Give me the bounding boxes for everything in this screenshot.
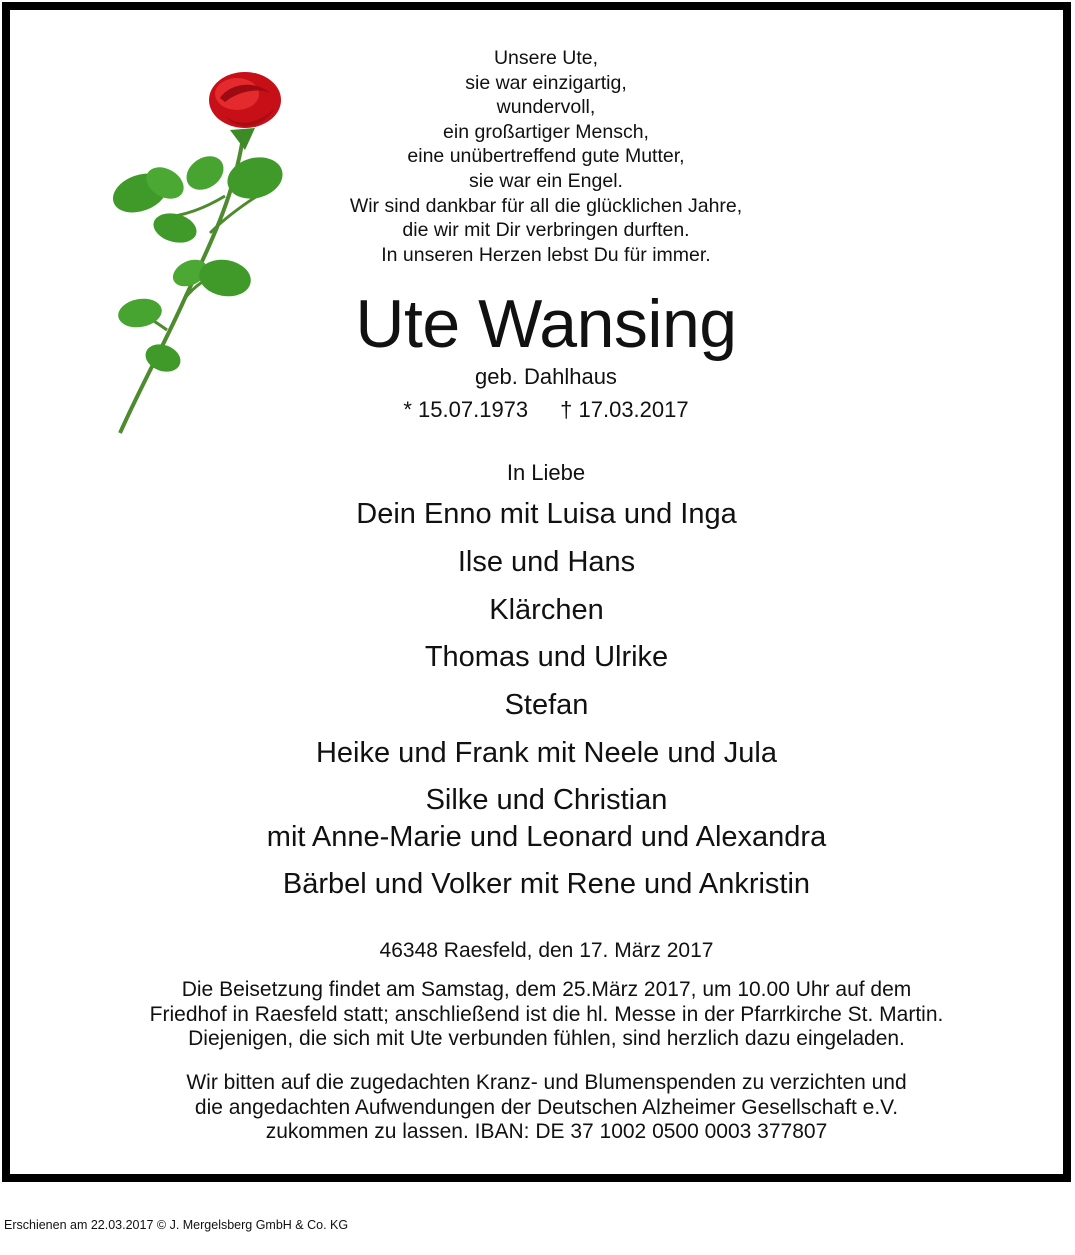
- mourner-line: Bärbel und Volker mit Rene und Ankristin: [282, 868, 811, 900]
- poem-line: Unsere Ute,: [493, 47, 599, 69]
- obituary-notice: [2, 2, 1071, 1182]
- mourner-line: Stefan: [504, 689, 589, 721]
- poem-line: sie war ein Engel.: [469, 169, 623, 192]
- funeral-info-line: Die Beisetzung findet am Samstag, dem 25.März 2017, um 10.00 Uhr auf dem: [181, 978, 912, 1001]
- life-dates: [246, 396, 846, 424]
- funeral-info-line: Diejenigen, die sich mit Ute verbunden fühlen, sind herzlich dazu eingeladen.: [188, 1027, 905, 1050]
- birth-date: * 15.07.1973: [403, 397, 529, 422]
- mourner-line: mit Anne-Marie und Leonard und Alexandra: [266, 821, 827, 853]
- mourner-line: Silke und Christian: [425, 784, 668, 816]
- poem-line: eine unübertreffend gute Mutter,: [407, 145, 685, 168]
- donation-info-line: die angedachten Aufwendungen der Deutschen Alzheimer Gesellschaft e.V.: [194, 1096, 899, 1119]
- poem-line: die wir mit Dir verbringen durften.: [402, 219, 690, 242]
- mourner-line: Heike und Frank mit Neele und Jula: [315, 737, 777, 769]
- poem-line: sie war einzigartig,: [465, 71, 627, 94]
- birth-name: geb. Dahlhaus: [475, 364, 617, 389]
- donation-info-line: Wir bitten auf die zugedachten Kranz- und Blumenspenden zu verzichten und: [186, 1071, 907, 1094]
- publication-footer: Erschienen am 22.03.2017 © J. Mergelsberg GmbH & Co. KG: [4, 1218, 349, 1232]
- death-date: † 17.03.2017: [560, 397, 689, 422]
- place-date: 46348 Raesfeld, den 17. März 2017: [379, 939, 714, 962]
- mourner-line: Ilse und Hans: [457, 546, 636, 578]
- poem-line: In unseren Herzen lebst Du für immer.: [381, 243, 711, 266]
- memorial-poem: [246, 46, 846, 267]
- mourner-line: Thomas und Ulrike: [424, 641, 669, 673]
- deceased-name: Ute Wansing: [355, 286, 737, 362]
- poem-line: wundervoll,: [496, 96, 596, 119]
- donation-info-line: zukommen zu lassen. IBAN: DE 37 1002 0500 0003 377807: [265, 1120, 828, 1143]
- mourner-line: Dein Enno mit Luisa und Inga: [356, 498, 737, 530]
- in-love-text: In Liebe: [506, 460, 586, 485]
- mourner-line: Klärchen: [489, 594, 604, 626]
- poem-line: ein großartiger Mensch,: [443, 120, 649, 143]
- funeral-info-line: Friedhof in Raesfeld statt; anschließend ist die hl. Messe in der Pfarrkirche St. Martin.: [149, 1003, 944, 1026]
- poem-line: Wir sind dankbar für all die glücklichen Jahre,: [349, 194, 743, 217]
